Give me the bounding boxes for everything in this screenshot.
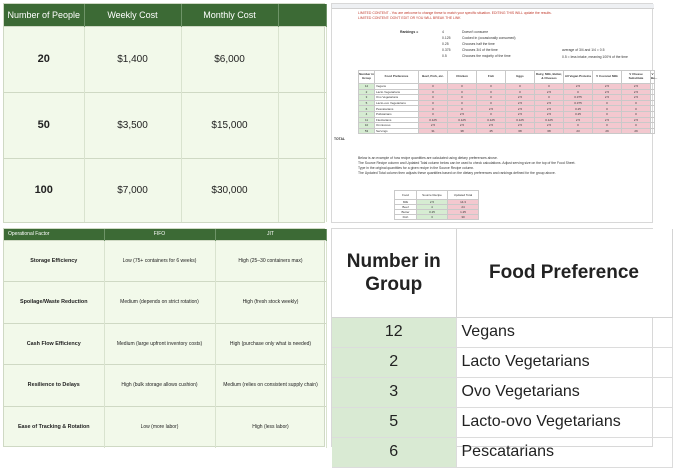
grid-header — [359, 71, 655, 84]
weekly-cell: $7,000 — [84, 158, 181, 222]
factor-cell: Cash Flow Efficiency — [4, 323, 104, 365]
ranking-cell: 2.5 — [506, 100, 535, 106]
jit-cell: High (less labor) — [215, 406, 326, 448]
ranking-cell: 0 — [419, 111, 448, 117]
people-cell: 20 — [4, 26, 84, 92]
header-weekly-cost: Weekly Cost — [84, 4, 181, 26]
table-row — [332, 317, 672, 347]
table-row — [4, 365, 326, 407]
calc-header — [395, 191, 479, 200]
ranking-cell: 2.5 — [622, 84, 651, 90]
updated-total-cell: 24 — [448, 205, 479, 210]
ranking-cell: 2.5 — [622, 95, 651, 101]
ranking-cell: 2.5 — [622, 117, 651, 123]
group-count-cell: 2 — [332, 347, 456, 377]
ranking-cell: 2.5 — [448, 111, 477, 117]
total-value-cell: 29 — [622, 128, 651, 134]
calc-header-cell: Updated Total — [448, 191, 479, 200]
monthly-cell: $30,000 — [181, 158, 278, 222]
ops-table-header — [4, 229, 326, 240]
total-value-cell: 45 — [477, 128, 506, 134]
zoom-header — [332, 229, 672, 317]
ranking-text: Chooses the majority of the time — [462, 54, 511, 58]
ranking-cell: 0 — [477, 111, 506, 117]
ranking-cell: 0 — [448, 100, 477, 106]
calc-header-cell: Food — [395, 191, 417, 200]
empty-cell — [278, 26, 326, 92]
overflow-cell — [651, 128, 655, 134]
grid-header-cell: Fish — [477, 71, 506, 84]
ranking-cell: 2.5 — [622, 89, 651, 95]
ranking-value: 4 — [442, 30, 444, 34]
zoomed-spreadsheet-panel — [331, 228, 653, 460]
source-recipe-cell: 3 — [417, 215, 448, 220]
factor-cell: Ease of Tracking & Rotation — [4, 406, 104, 448]
ranking-text: Chooses 3/4 of the time — [462, 48, 498, 52]
ranking-cell: 0 — [477, 100, 506, 106]
cost-table-header — [4, 4, 326, 26]
group-count-cell: 3 — [332, 377, 456, 407]
fifo-cell: Low (more labor) — [104, 406, 215, 448]
food-preference-cell: Omnivores — [375, 123, 419, 129]
header-food-preference: Food Preference — [456, 229, 672, 317]
ranking-cell: 2.5 — [477, 106, 506, 112]
ranking-cell: 2.5 — [593, 89, 622, 95]
table-row — [4, 282, 326, 324]
rankings-label: Rankings = — [400, 30, 419, 34]
source-recipe-cell: 0.25 — [417, 210, 448, 215]
ranking-cell: 0.125 — [448, 117, 477, 123]
table-row — [332, 407, 672, 437]
ranking-cell: 2.5 — [506, 95, 535, 101]
table-row — [4, 92, 326, 158]
factor-cell: Storage Efficiency — [4, 240, 104, 282]
spreadsheet-panel — [331, 3, 658, 223]
food-preference-cell: Flexitarians — [375, 117, 419, 123]
people-cell: 50 — [4, 92, 84, 158]
factor-cell: Spoilage/Waste Reduction — [4, 282, 104, 324]
ranking-text: Cooked in (occasionally consumed) — [462, 36, 516, 40]
header-jit: JIT — [215, 229, 326, 240]
ranking-cell: 0 — [622, 123, 651, 129]
side-note: average of 3/4 and 1/4 = 0.5 — [562, 48, 605, 52]
food-preference-cell: Lacto-ovo Vegetarians — [375, 100, 419, 106]
notice-editable: LIMITED CONTENT - You are welcome to change these to match your specific situation. EDITING THIS WILL update the results. — [358, 11, 552, 15]
table-row — [332, 377, 672, 407]
ranking-cell: 2.5 — [564, 117, 593, 123]
total-value-cell: 38 — [448, 128, 477, 134]
factor-cell: Resilience to Delays — [4, 365, 104, 407]
source-recipe-cell: 4 — [417, 205, 448, 210]
grid-header-cell: Number in Group — [359, 71, 375, 84]
table-row — [4, 158, 326, 222]
ranking-cell: 2.5 — [535, 89, 564, 95]
ranking-value: 0.375 — [442, 48, 451, 52]
zoomed-grid — [332, 229, 673, 468]
spreadsheet — [332, 4, 658, 224]
grid-header-cell: Dairy, Milk, Butter, & Cheeses — [535, 71, 564, 84]
ranking-cell: 0 — [477, 95, 506, 101]
ranking-cell: 2.5 — [593, 95, 622, 101]
ranking-cell: 0 — [477, 89, 506, 95]
food-preference-cell: Lacto-ovo Vegetarians — [456, 407, 672, 437]
side-note: 0.5 = less intake, meaning 100% of the time — [562, 55, 628, 59]
ranking-cell: 2.5 — [477, 123, 506, 129]
ranking-cell: 2.5 — [535, 100, 564, 106]
dietary-grid — [358, 70, 658, 134]
fifo-cell: High (bulk storage allows cushion) — [104, 365, 215, 407]
ranking-cell: 0 — [419, 100, 448, 106]
food-preference-cell: Vegans — [456, 317, 672, 347]
ranking-cell: 0 — [564, 123, 593, 129]
note-line: Type in the original quantities for a given recipe in the Source Recipe column. — [358, 166, 475, 170]
empty-cell — [278, 92, 326, 158]
column-header-bar — [332, 4, 654, 9]
source-recipe-cell: 2.5 — [417, 200, 448, 205]
table-row — [4, 323, 326, 365]
jit-cell: High (fresh stock weekly) — [215, 282, 326, 324]
ranking-cell: 2.5 — [593, 84, 622, 90]
table-row — [4, 26, 326, 92]
ranking-cell: 0.375 — [564, 95, 593, 101]
ranking-cell: 0 — [564, 89, 593, 95]
group-count-cell: 6 — [359, 106, 375, 112]
ranking-cell: 0 — [419, 89, 448, 95]
cost-table — [4, 4, 327, 222]
food-cell: Beef — [395, 205, 417, 210]
food-cell: Butter — [395, 210, 417, 215]
ranking-cell: 2.5 — [506, 123, 535, 129]
food-cell: Milk — [395, 200, 417, 205]
empty-cell — [278, 158, 326, 222]
grid-header-cell: All Vegan Proteins — [564, 71, 593, 84]
food-preference-cell: Pollotarians — [375, 111, 419, 117]
ranking-cell: 0 — [593, 111, 622, 117]
ranking-cell: 0 — [622, 106, 651, 112]
group-count-cell: 2 — [359, 89, 375, 95]
ranking-cell: 0 — [448, 89, 477, 95]
updated-total-cell: 14.3 — [448, 200, 479, 205]
weekly-cell: $1,400 — [84, 26, 181, 92]
ranking-cell: 0 — [535, 95, 564, 101]
total-pref-cell: Servings — [375, 128, 419, 134]
header-fifo: FIFO — [104, 229, 215, 240]
ranking-cell: 2.5 — [564, 84, 593, 90]
ranking-cell: 2.5 — [593, 117, 622, 123]
ranking-cell: 0 — [419, 95, 448, 101]
ranking-cell: 0 — [535, 84, 564, 90]
total-value-cell: 31 — [419, 128, 448, 134]
ranking-cell: 0 — [622, 111, 651, 117]
total-row — [359, 128, 655, 134]
updated-total-cell: 30 — [448, 215, 479, 220]
ranking-cell: 0 — [593, 123, 622, 129]
food-preference-cell: Pescatarians — [375, 106, 419, 112]
cost-table-panel — [3, 3, 325, 223]
group-count-cell: 4 — [359, 111, 375, 117]
recipe-calc-table — [394, 190, 479, 220]
group-count-cell: 5 — [332, 407, 456, 437]
group-count-cell: 10 — [359, 123, 375, 129]
ranking-cell: 0 — [419, 84, 448, 90]
group-count-cell: 12 — [332, 317, 456, 347]
ranking-cell: 0 — [506, 89, 535, 95]
table-row — [4, 406, 326, 448]
notice-locked: LIMITED CONTENT: DON'T EDIT OR YOU WILL BREAK THE LINK — [358, 16, 461, 20]
total-value-cell: 23 — [564, 128, 593, 134]
group-count-cell: 3 — [359, 95, 375, 101]
header-number-in-group: Number in Group — [332, 229, 456, 317]
ranking-cell: 0 — [593, 106, 622, 112]
ranking-cell: 2.5 — [506, 106, 535, 112]
table-row — [395, 215, 479, 220]
table-row — [332, 347, 672, 377]
updated-total-cell: 1.25 — [448, 210, 479, 215]
grid-header-cell: V Coconut Milk — [593, 71, 622, 84]
table-row — [332, 437, 672, 467]
fifo-cell: Medium (large upfront inventory costs) — [104, 323, 215, 365]
ranking-cell: 0 — [593, 100, 622, 106]
food-preference-cell: Pescatarians — [456, 437, 672, 467]
ranking-cell: 0 — [622, 100, 651, 106]
ranking-cell: 2.5 — [535, 123, 564, 129]
grid-header-cell: Eggs — [506, 71, 535, 84]
food-preference-cell: Ovo Vegetarians — [375, 95, 419, 101]
ranking-cell: 0.375 — [564, 100, 593, 106]
grid-header-cell: V Be... — [651, 71, 655, 84]
total-label: TOTAL — [334, 137, 345, 141]
ranking-text: Doesn't consume — [462, 30, 489, 34]
food-preference-cell: Lacto Vegetarians — [375, 89, 419, 95]
ranking-value: 0.5 — [442, 54, 447, 58]
ranking-cell: 0.125 — [419, 117, 448, 123]
header-operational-factor: Operational Factor — [4, 229, 104, 240]
header-monthly-cost: Monthly Cost — [181, 4, 278, 26]
ranking-cell: 0 — [448, 106, 477, 112]
total-value-cell: 29 — [593, 128, 622, 134]
food-cell: Fish — [395, 215, 417, 220]
ops-table — [4, 229, 327, 448]
group-count-cell: 6 — [332, 437, 456, 467]
ranking-text: Chooses half the time — [462, 42, 495, 46]
total-value-cell: 68 — [506, 128, 535, 134]
grid-header-cell: Beef, Pork, etc. — [419, 71, 448, 84]
note-line: The Source Recipe column and Updated Total column below can be used to check calculations. Adjust serving size on the top of the Food Sheet. — [358, 161, 576, 165]
ranking-value: 0.125 — [442, 36, 451, 40]
ranking-cell: 0.25 — [564, 106, 593, 112]
weekly-cell: $3,500 — [84, 92, 181, 158]
grid-header-cell: Chicken — [448, 71, 477, 84]
ranking-cell: 2.5 — [535, 106, 564, 112]
ranking-cell: 2.5 — [506, 111, 535, 117]
jit-cell: Medium (relies on consistent supply chain) — [215, 365, 326, 407]
grid-header-cell: Food Preference — [375, 71, 419, 84]
table-row — [4, 240, 326, 282]
calc-header-cell: Source Recipe — [417, 191, 448, 200]
ranking-cell: 0 — [448, 95, 477, 101]
total-count-cell: 53 — [359, 128, 375, 134]
fifo-cell: Low (75+ containers for 6 weeks) — [104, 240, 215, 282]
grid-header-cell: V Cheese Substitute — [622, 71, 651, 84]
ranking-cell: 2.5 — [419, 123, 448, 129]
ranking-cell: 0.125 — [477, 117, 506, 123]
ranking-value: 0.25 — [442, 42, 449, 46]
ranking-cell: 0 — [506, 84, 535, 90]
total-value-cell: 68 — [535, 128, 564, 134]
ranking-cell: 0.25 — [564, 111, 593, 117]
fifo-cell: Medium (depends on strict rotation) — [104, 282, 215, 324]
jit-cell: High (25–30 containers max) — [215, 240, 326, 282]
group-count-cell: 11 — [359, 117, 375, 123]
ops-table-panel — [3, 228, 325, 447]
ranking-cell: 0 — [448, 84, 477, 90]
food-preference-cell: Vegans — [375, 84, 419, 90]
ranking-cell: 0.125 — [506, 117, 535, 123]
food-preference-cell: Ovo Vegetarians — [456, 377, 672, 407]
ranking-cell: 2.5 — [535, 111, 564, 117]
ranking-cell: 0.125 — [535, 117, 564, 123]
note-line: The Updated Total column then adjusts these quantities based on the dietary preferences and rankings defined for the group above. — [358, 171, 556, 175]
food-preference-cell: Lacto Vegetarians — [456, 347, 672, 377]
group-count-cell: 12 — [359, 84, 375, 90]
monthly-cell: $15,000 — [181, 92, 278, 158]
header-blank — [278, 4, 326, 26]
group-count-cell: 5 — [359, 100, 375, 106]
jit-cell: High (purchase only what is needed) — [215, 323, 326, 365]
header-number-of-people: Number of People — [4, 4, 84, 26]
ranking-cell: 2.5 — [448, 123, 477, 129]
people-cell: 100 — [4, 158, 84, 222]
ranking-cell: 0 — [477, 84, 506, 90]
ranking-cell: 0 — [419, 106, 448, 112]
note-line: Below is an example of how recipe quantities are calculated using dietary preferences above. — [358, 156, 498, 160]
monthly-cell: $6,000 — [181, 26, 278, 92]
